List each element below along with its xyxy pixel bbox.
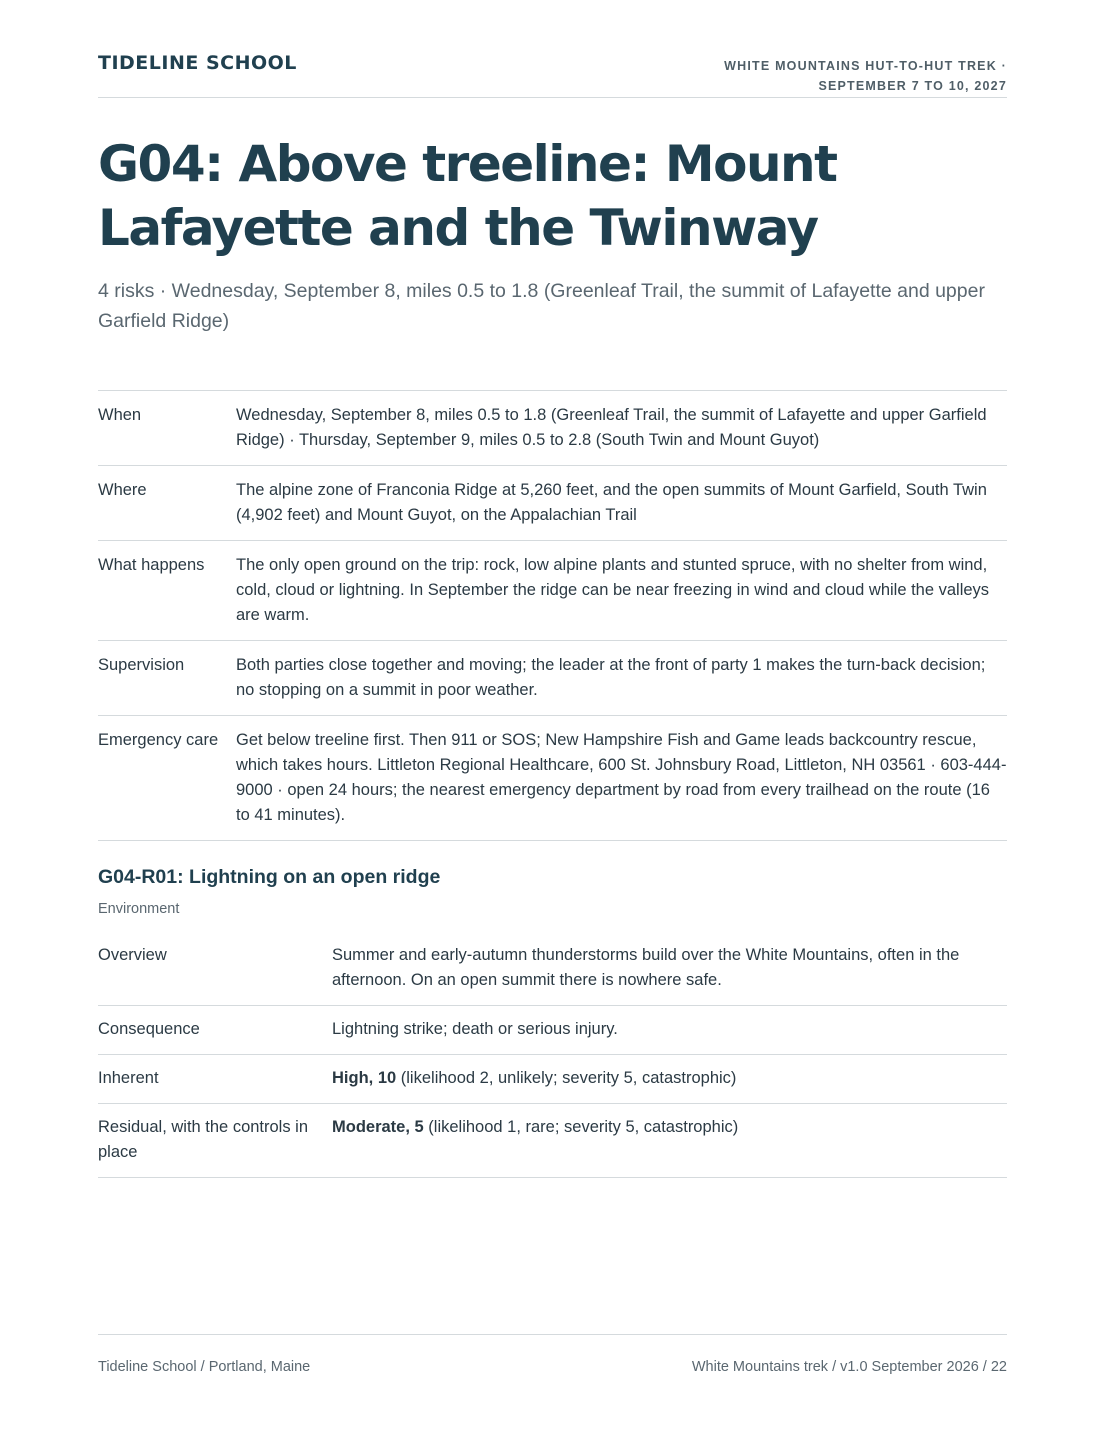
footer-page-info: White Mountains trek / v1.0 September 2026 / 22 — [691, 1359, 1007, 1375]
trip-name — [724, 56, 1007, 96]
summary-row-where — [98, 466, 1007, 541]
inherent-rating: High, 10 — [332, 1069, 397, 1087]
page-title: G04: Above treeline: Mount Lafayette and the Twinway — [98, 135, 837, 257]
risk-category: Environment — [98, 901, 180, 917]
risk-row-consequence — [98, 1006, 1007, 1055]
risk-detail-table — [98, 932, 1007, 1178]
footer-school: Tideline School / Portland, Maine — [98, 1359, 311, 1375]
group-summary-table — [98, 390, 1007, 841]
risk-label: Overview — [98, 932, 332, 1006]
inherent-detail: (likelihood 2, unlikely; severity 5, catastrophic) — [396, 1069, 737, 1087]
school-brand: TIDELINE SCHOOL — [98, 52, 297, 74]
summary-row-supervision — [98, 641, 1007, 716]
page-header — [98, 52, 1007, 98]
document-page — [98, 0, 1007, 1430]
risk-value: Lightning strike; death or serious injury. — [332, 1006, 1007, 1055]
risk-value — [332, 1104, 1007, 1178]
summary-value: Get below treeline first. Then 911 or SOS; New Hampshire Fish and Game leads backcountry rescue, which takes hours. Littleton Regional Healthcare, 600 St. Johnsbury Road, Littleton, NH 03561 · 603-444-9000 · open 24 hours; the nearest emergency department by road from every trailhead on the route (16 to 41 minutes). — [236, 716, 1007, 841]
risk-label: Consequence — [98, 1006, 332, 1055]
risk-row-residual — [98, 1104, 1007, 1178]
summary-label: Where — [98, 466, 236, 541]
risk-row-overview — [98, 932, 1007, 1006]
summary-label: What happens — [98, 541, 236, 641]
summary-value: Wednesday, September 8, miles 0.5 to 1.8 (Greenleaf Trail, the summit of Lafayette and upper Garfield Ridge) · Thursday, September 9, miles 0.5 to 2.8 (South Twin and Mount Guyot) — [236, 391, 1007, 466]
residual-detail: (likelihood 1, rare; severity 5, catastrophic) — [423, 1118, 739, 1136]
summary-label: When — [98, 391, 236, 466]
summary-label: Supervision — [98, 641, 236, 716]
page-footer — [98, 1334, 1007, 1375]
summary-value: The only open ground on the trip: rock, low alpine plants and stunted spruce, with no shelter from wind, cold, cloud or lightning. In September the ridge can be near freezing in wind and cloud while the valleys are warm. — [236, 541, 1007, 641]
summary-row-what-happens — [98, 541, 1007, 641]
trip-dates: SEPTEMBER 7 TO 10, 2027 — [818, 79, 1007, 93]
risk-value — [332, 1055, 1007, 1104]
summary-row-emergency-care — [98, 716, 1007, 841]
risk-label: Inherent — [98, 1055, 332, 1104]
residual-rating: Moderate, 5 — [332, 1118, 424, 1136]
summary-value: The alpine zone of Franconia Ridge at 5,260 feet, and the open summits of Mount Garfield, South Twin (4,902 feet) and Mount Guyot, on the Appalachian Trail — [236, 466, 1007, 541]
risk-title: G04-R01: Lightning on an open ridge — [98, 866, 441, 888]
risk-label: Residual, with the controls in place — [98, 1104, 332, 1178]
summary-value: Both parties close together and moving; the leader at the front of party 1 makes the turn-back decision; no stopping on a summit in poor weather. — [236, 641, 1007, 716]
summary-row-when — [98, 391, 1007, 466]
risk-row-inherent — [98, 1055, 1007, 1104]
risk-value: Summer and early-autumn thunderstorms build over the White Mountains, often in the afternoon. On an open summit there is nowhere safe. — [332, 932, 1007, 1006]
trip-name-line-1: WHITE MOUNTAINS HUT-TO-HUT TREK · — [724, 59, 1007, 73]
summary-label: Emergency care — [98, 716, 236, 841]
page-subtitle: 4 risks · Wednesday, September 8, miles 0.5 to 1.8 (Greenleaf Trail, the summit of Lafayette and upper Garfield Ridge) — [98, 280, 985, 332]
